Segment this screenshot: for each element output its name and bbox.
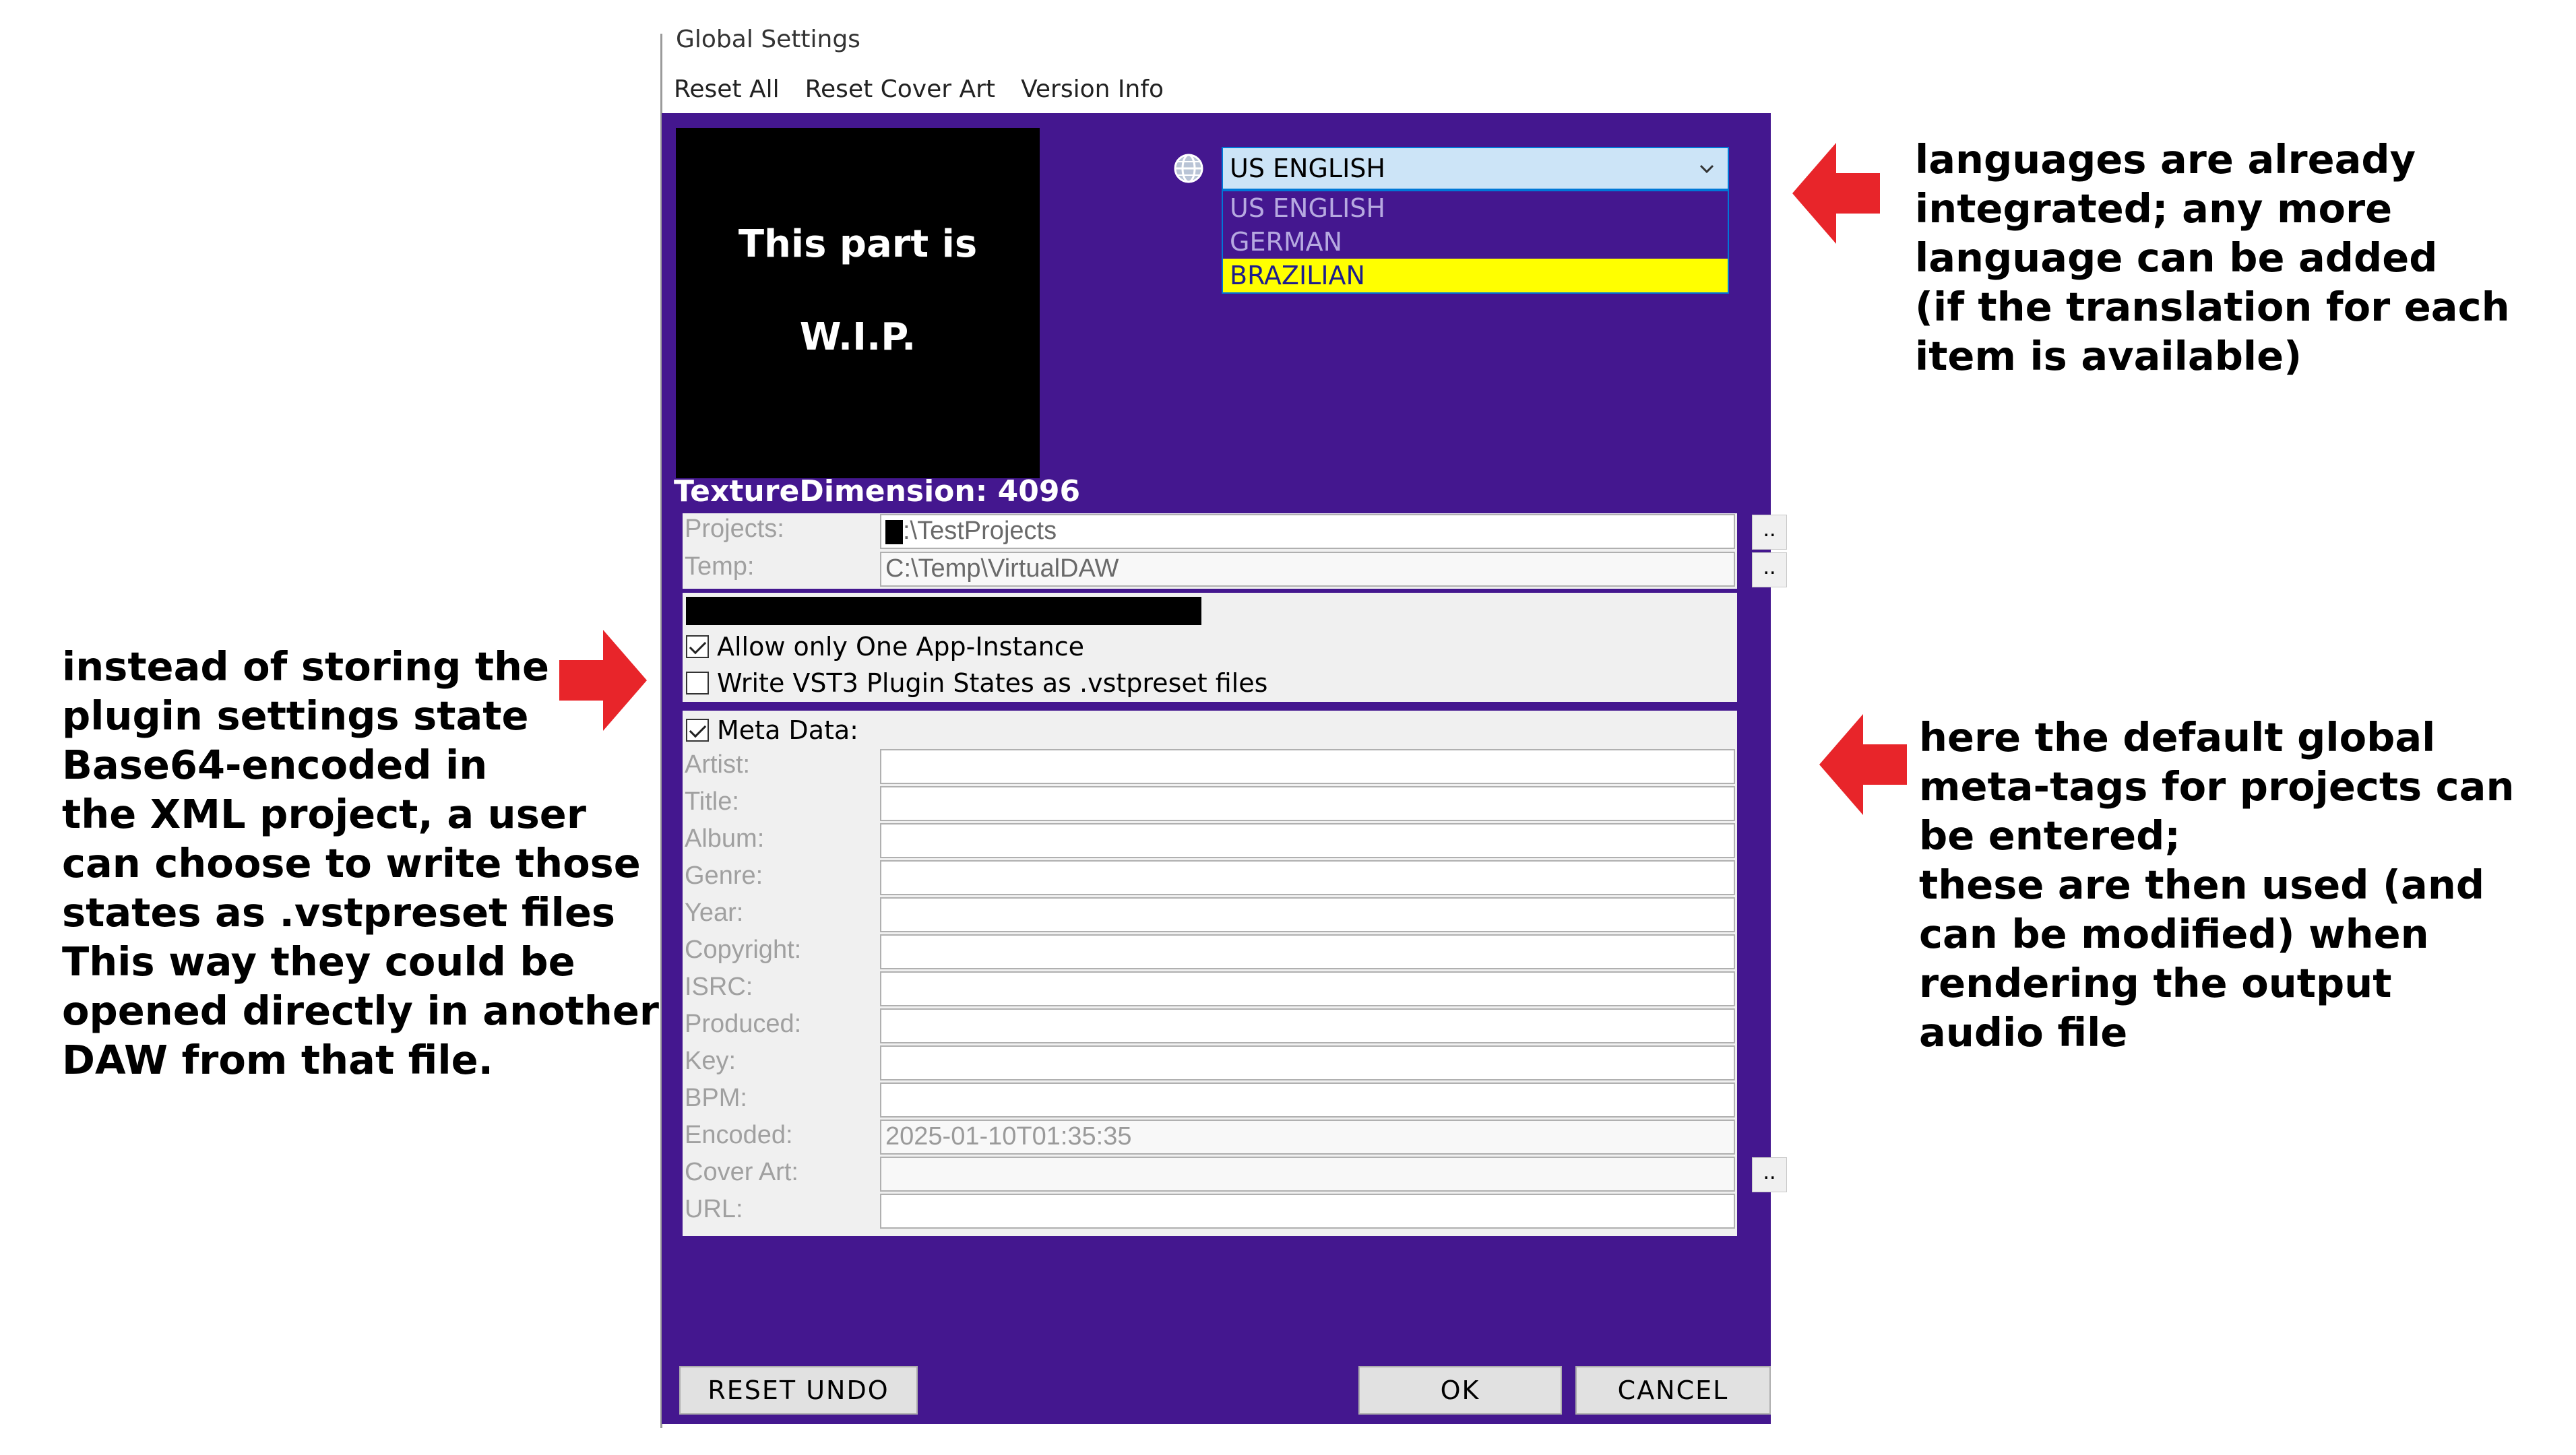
browse-projects-button[interactable]: .. bbox=[1752, 515, 1787, 550]
menu-version-info[interactable]: Version Info bbox=[1021, 75, 1164, 103]
browse-cover-art-button[interactable]: .. bbox=[1752, 1157, 1787, 1192]
language-select[interactable] bbox=[1222, 147, 1729, 190]
globe-icon bbox=[1172, 152, 1205, 185]
meta-field-cover-art[interactable] bbox=[880, 1157, 1735, 1192]
meta-label-bpm: BPM: bbox=[685, 1084, 747, 1112]
temp-label: Temp: bbox=[685, 552, 755, 581]
temp-path-field[interactable] bbox=[880, 552, 1735, 587]
meta-field-copyright[interactable] bbox=[880, 934, 1735, 969]
window-title: Global Settings bbox=[676, 26, 860, 53]
meta-label-isrc: ISRC: bbox=[685, 973, 753, 1001]
redacted-bar bbox=[686, 597, 1201, 625]
meta-field-year[interactable] bbox=[880, 897, 1735, 932]
menu-reset-all[interactable]: Reset All bbox=[674, 75, 780, 103]
arrow-left-icon bbox=[1792, 143, 1880, 244]
vstpreset-label: Write VST3 Plugin States as .vstpreset files bbox=[717, 668, 1268, 698]
menu-bar bbox=[674, 75, 1164, 109]
redacted-block bbox=[885, 520, 903, 544]
meta-label-cover-art: Cover Art: bbox=[685, 1158, 798, 1186]
option-single-instance[interactable] bbox=[686, 632, 1084, 661]
cancel-button[interactable]: CANCEL bbox=[1575, 1366, 1771, 1415]
menu-reset-cover-art[interactable]: Reset Cover Art bbox=[805, 75, 996, 103]
meta-field-url[interactable] bbox=[880, 1194, 1735, 1229]
meta-label-genre: Genre: bbox=[685, 862, 763, 890]
metadata-header: Meta Data: bbox=[717, 715, 858, 745]
annotation-languages: languages are already integrated; any more language can be added (if the translation for each item is available) bbox=[1915, 136, 2510, 379]
vstpreset-checkbox[interactable] bbox=[686, 672, 709, 694]
meta-field-encoded[interactable]: 2025-01-10T01:35:35 bbox=[880, 1120, 1735, 1155]
meta-field-title[interactable] bbox=[880, 786, 1735, 821]
temp-path-value: C:\Temp\VirtualDAW bbox=[885, 554, 1119, 583]
wip-overlay bbox=[676, 128, 1040, 478]
single-instance-label: Allow only One App-Instance bbox=[717, 632, 1085, 661]
projects-path-value: :\TestProjects bbox=[903, 517, 1057, 545]
wip-line1: This part is bbox=[738, 222, 978, 266]
metadata-checkbox[interactable] bbox=[686, 719, 709, 742]
meta-field-produced[interactable] bbox=[880, 1008, 1735, 1043]
arrow-left-icon bbox=[1819, 714, 1907, 815]
projects-label: Projects: bbox=[685, 515, 784, 543]
metadata-toggle[interactable] bbox=[686, 715, 858, 745]
language-option-german[interactable]: GERMAN bbox=[1223, 225, 1728, 259]
language-selected-value: US ENGLISH bbox=[1230, 154, 1385, 183]
language-option-brazilian[interactable]: BRAZILIAN bbox=[1223, 259, 1728, 292]
annotation-vstpreset: instead of storing the plugin settings state Base64-encoded in the XML project, a user can choose to write those states as .vstpreset files This way they could be opened directly in another DAW from that file. bbox=[62, 643, 659, 1083]
single-instance-checkbox[interactable] bbox=[686, 635, 709, 658]
meta-field-isrc[interactable] bbox=[880, 971, 1735, 1006]
language-options-list bbox=[1222, 190, 1729, 294]
meta-label-album: Album: bbox=[685, 825, 765, 853]
meta-label-encoded: Encoded: bbox=[685, 1121, 793, 1149]
meta-field-key[interactable] bbox=[880, 1045, 1735, 1080]
meta-label-year: Year: bbox=[685, 899, 744, 927]
meta-label-url: URL: bbox=[685, 1195, 743, 1223]
meta-label-title: Title: bbox=[685, 787, 739, 816]
meta-field-genre[interactable] bbox=[880, 860, 1735, 895]
annotation-metatags: here the default global meta-tags for projects can be entered; these are then used (and can be modified) when rendering the output audio file bbox=[1919, 714, 2515, 1056]
meta-field-album[interactable] bbox=[880, 823, 1735, 858]
language-option-us-english[interactable]: US ENGLISH bbox=[1223, 191, 1728, 225]
browse-temp-button[interactable]: .. bbox=[1752, 552, 1787, 587]
meta-field-artist[interactable] bbox=[880, 749, 1735, 784]
meta-label-copyright: Copyright: bbox=[685, 936, 802, 964]
meta-label-key: Key: bbox=[685, 1047, 736, 1075]
meta-label-artist: Artist: bbox=[685, 750, 751, 779]
reset-undo-button[interactable]: RESET UNDO bbox=[679, 1366, 918, 1415]
chevron-down-icon bbox=[1695, 148, 1718, 189]
projects-path-field[interactable] bbox=[880, 514, 1735, 549]
meta-field-bpm[interactable] bbox=[880, 1082, 1735, 1118]
option-vstpreset[interactable] bbox=[686, 668, 1267, 698]
meta-label-produced: Produced: bbox=[685, 1010, 802, 1038]
wip-line2: W.I.P. bbox=[799, 315, 916, 359]
ok-button[interactable]: OK bbox=[1358, 1366, 1562, 1415]
